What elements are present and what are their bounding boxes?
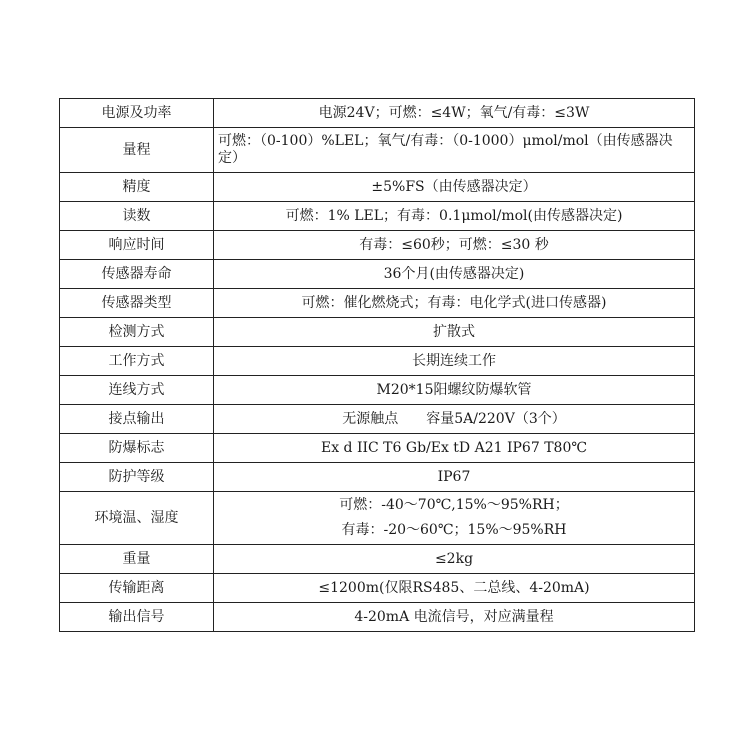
table-row-working-mode <box>60 347 695 376</box>
row-value: Ex d IIC T6 Gb/Ex tD A21 IP67 T80℃ <box>214 434 695 463</box>
table-row-range <box>60 128 695 173</box>
table-row-sensor-type <box>60 289 695 318</box>
row-label: 传感器类型 <box>60 289 214 318</box>
row-value: 有毒：≤60秒；可燃：≤30 秒 <box>214 231 695 260</box>
row-label: 防护等级 <box>60 463 214 492</box>
table-row-weight <box>60 545 695 574</box>
row-value: 可燃：（0-100）%LEL；氧气/有毒：（0-1000）μmol/mol（由传感器决定） <box>214 128 695 173</box>
row-value: 扩散式 <box>214 318 695 347</box>
table-row-response-time <box>60 231 695 260</box>
row-value: 可燃：催化燃烧式；有毒：电化学式(进口传感器) <box>214 289 695 318</box>
table-row-contact-output <box>60 405 695 434</box>
table-row-sensor-life <box>60 260 695 289</box>
row-value: 36个月(由传感器决定) <box>214 260 695 289</box>
table-row-detection-method <box>60 318 695 347</box>
row-label: 环境温、湿度 <box>60 492 214 545</box>
row-value: M20*15阳螺纹防爆软管 <box>214 376 695 405</box>
row-value: 可燃：1% LEL；有毒：0.1μmol/mol(由传感器决定) <box>214 202 695 231</box>
row-label: 防爆标志 <box>60 434 214 463</box>
row-value: ±5%FS（由传感器决定） <box>214 173 695 202</box>
table-row-protection-level <box>60 463 695 492</box>
row-label: 电源及功率 <box>60 99 214 128</box>
row-value: 4-20mA 电流信号，对应满量程 <box>214 603 695 632</box>
table-row-reading <box>60 202 695 231</box>
row-value: ≤1200m(仅限RS485、二总线、4-20mA) <box>214 574 695 603</box>
table-row-power <box>60 99 695 128</box>
row-value-line: 可燃：-40～70℃,15%～95%RH； <box>339 497 569 513</box>
row-label: 量程 <box>60 128 214 173</box>
table-row-environment <box>60 492 695 545</box>
table-row-explosion-mark <box>60 434 695 463</box>
table-row-wiring <box>60 376 695 405</box>
row-value: 电源24V；可燃：≤4W；氧气/有毒：≤3W <box>214 99 695 128</box>
row-value <box>214 492 695 545</box>
row-value: 无源触点 容量5A/220V（3个） <box>214 405 695 434</box>
row-label: 重量 <box>60 545 214 574</box>
row-label: 传感器寿命 <box>60 260 214 289</box>
spec-table <box>59 98 695 632</box>
row-label: 精度 <box>60 173 214 202</box>
row-label: 连线方式 <box>60 376 214 405</box>
row-label: 读数 <box>60 202 214 231</box>
table-row-output-signal <box>60 603 695 632</box>
row-label: 工作方式 <box>60 347 214 376</box>
row-value-line: 有毒：-20～60℃；15%～95%RH <box>341 522 567 538</box>
row-label: 接点输出 <box>60 405 214 434</box>
row-label: 检测方式 <box>60 318 214 347</box>
row-value: ≤2kg <box>214 545 695 574</box>
row-label: 输出信号 <box>60 603 214 632</box>
row-value: 长期连续工作 <box>214 347 695 376</box>
table-row-accuracy <box>60 173 695 202</box>
row-label: 传输距离 <box>60 574 214 603</box>
table-row-transmission-distance <box>60 574 695 603</box>
row-value: IP67 <box>214 463 695 492</box>
row-label: 响应时间 <box>60 231 214 260</box>
